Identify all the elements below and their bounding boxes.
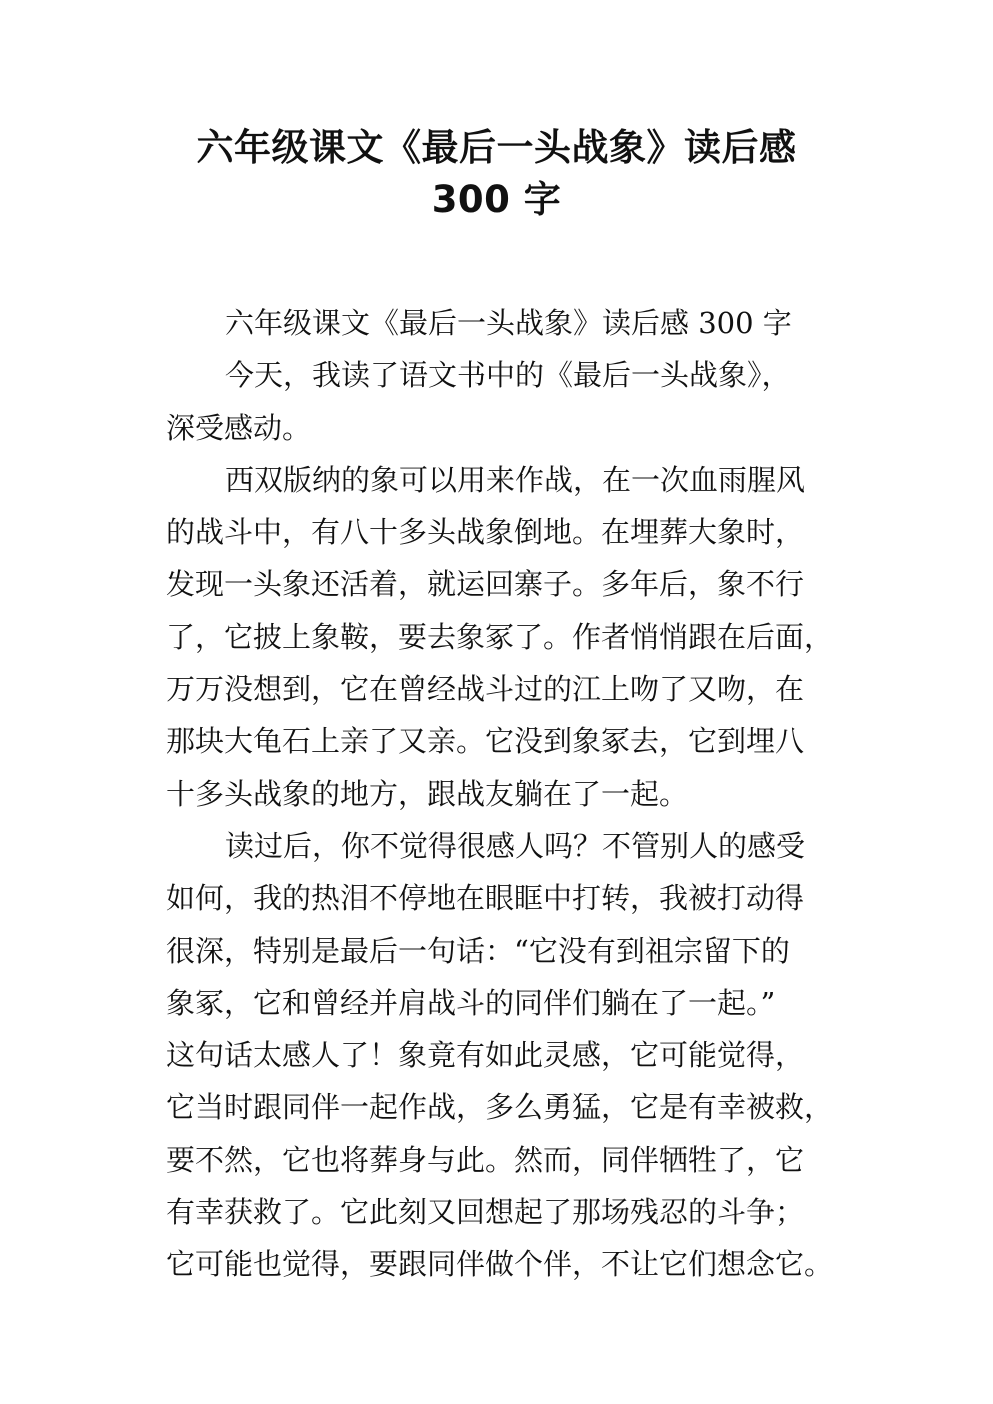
body-line: 深受感动。 xyxy=(166,410,312,445)
body-line: 这句话太感人了！象竟有如此灵感，它可能觉得， xyxy=(166,1038,805,1073)
body-line: 那块大龟石上亲了又亲。它没到象冢去，它到埋八 xyxy=(166,724,805,759)
body-line: 万万没想到，它在曾经战斗过的江上吻了又吻，在 xyxy=(166,672,805,707)
body-line: 很深，特别是最后一句话：“它没有到祖宗留下的 xyxy=(166,933,790,968)
body-line: 发现一头象还活着，就运回寨子。多年后，象不行 xyxy=(166,567,805,602)
body-line: 它可能也觉得，要跟同伴做个伴，不让它们想念它。 xyxy=(166,1247,834,1282)
body-line: 十多头战象的地方，跟战友躺在了一起。 xyxy=(166,776,689,811)
body-line: 的战斗中，有八十多头战象倒地。在埋葬大象时， xyxy=(166,515,805,550)
title-line-1: 六年级课文《最后一头战象》读后感 xyxy=(196,126,797,169)
body-line: 西双版纳的象可以用来作战，在一次血雨腥风 xyxy=(225,462,806,497)
document-body xyxy=(166,297,846,1291)
title-line-2: 300 字 xyxy=(431,178,562,221)
body-line: 今天，我读了语文书中的《最后一头战象》， xyxy=(225,358,791,393)
body-line: 读过后，你不觉得很感人吗？不管别人的感受 xyxy=(225,828,806,863)
body-line: 有幸获救了。它此刻又回想起了那场残忍的斗争； xyxy=(166,1195,805,1230)
body-line: 如何，我的热泪不停地在眼眶中打转，我被打动得 xyxy=(166,881,805,916)
document-title xyxy=(0,122,993,226)
body-line: 要不然，它也将葬身与此。然而，同伴牺牲了，它 xyxy=(166,1142,805,1177)
body-line: 六年级课文《最后一头战象》读后感 300 字 xyxy=(225,306,792,340)
body-line: 它当时跟同伴一起作战，多么勇猛，它是有幸被救， xyxy=(166,1090,834,1125)
body-line: 了，它披上象鞍，要去象冢了。作者悄悄跟在后面， xyxy=(166,619,834,654)
body-line: 象冢，它和曾经并肩战斗的同伴们躺在了一起。” xyxy=(166,985,776,1020)
